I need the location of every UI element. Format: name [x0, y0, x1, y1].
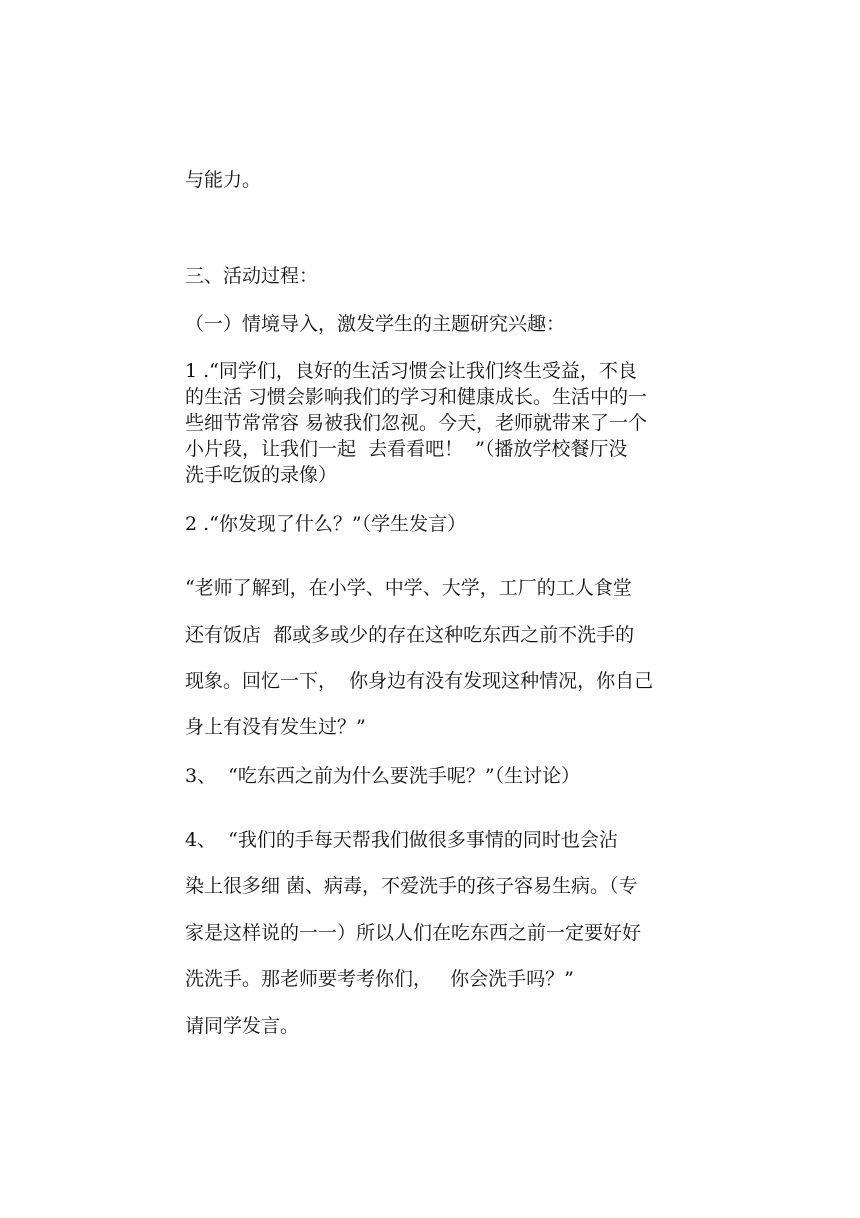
- paragraph-1-line-2: 的生活 习惯会影响我们的学习和健康成长。生活中的一: [185, 386, 648, 408]
- paragraph-1-line-5: 洗手吃饭的录像）: [185, 464, 338, 486]
- paragraph-2: 2 .“你发现了什么？”（学生发言）: [185, 513, 467, 535]
- paragraph-5-line-2: 染上很多细 菌、病毒，不爱洗手的孩子容易生病。（专: [185, 875, 638, 897]
- paragraph-4: 3、 “吃东西之前为什么要洗手呢？”（生讨论）: [185, 765, 581, 787]
- paragraph-1-line-1: 1 .“同学们，良好的生活习惯会让我们终生受益，不良: [185, 360, 637, 382]
- paragraph-3-line-1: “老师了解到，在小学、中学、大学，工厂的工人食堂: [185, 577, 632, 599]
- section-heading-activity-process: 三、活动过程：: [185, 265, 319, 287]
- paragraph-6: 请同学发言。: [185, 1015, 300, 1037]
- subsection-heading-situation-intro: （一）情境导入，激发学生的主题研究兴趣：: [185, 313, 566, 335]
- text-line-ability: 与能力。: [185, 169, 262, 191]
- paragraph-5-line-1: 4、 “我们的手每天帮我们做很多事情的同时也会沾: [185, 829, 618, 851]
- paragraph-3-line-4: 身上有没有发生过？”: [185, 716, 366, 738]
- paragraph-5-line-3: 家是这样说的一一）所以人们在吃东西之前一定要好好: [185, 922, 642, 944]
- paragraph-3-line-2: 还有饭店 都或多或少的存在这种吃东西之前不洗手的: [185, 624, 635, 646]
- paragraph-3-line-3: 现象。回忆一下， 你身边有没有发现这种情况，你自己: [185, 670, 654, 692]
- paragraph-1-line-4: 小片段，让我们一起 去看看吧！ ”（播放学校餐厅没: [185, 438, 628, 460]
- paragraph-5-line-4: 洗洗手。那老师要考考你们， 你会洗手吗？”: [185, 968, 574, 990]
- paragraph-1-line-3: 些细节常常容 易被我们忽视。今天，老师就带来了一个: [185, 412, 648, 434]
